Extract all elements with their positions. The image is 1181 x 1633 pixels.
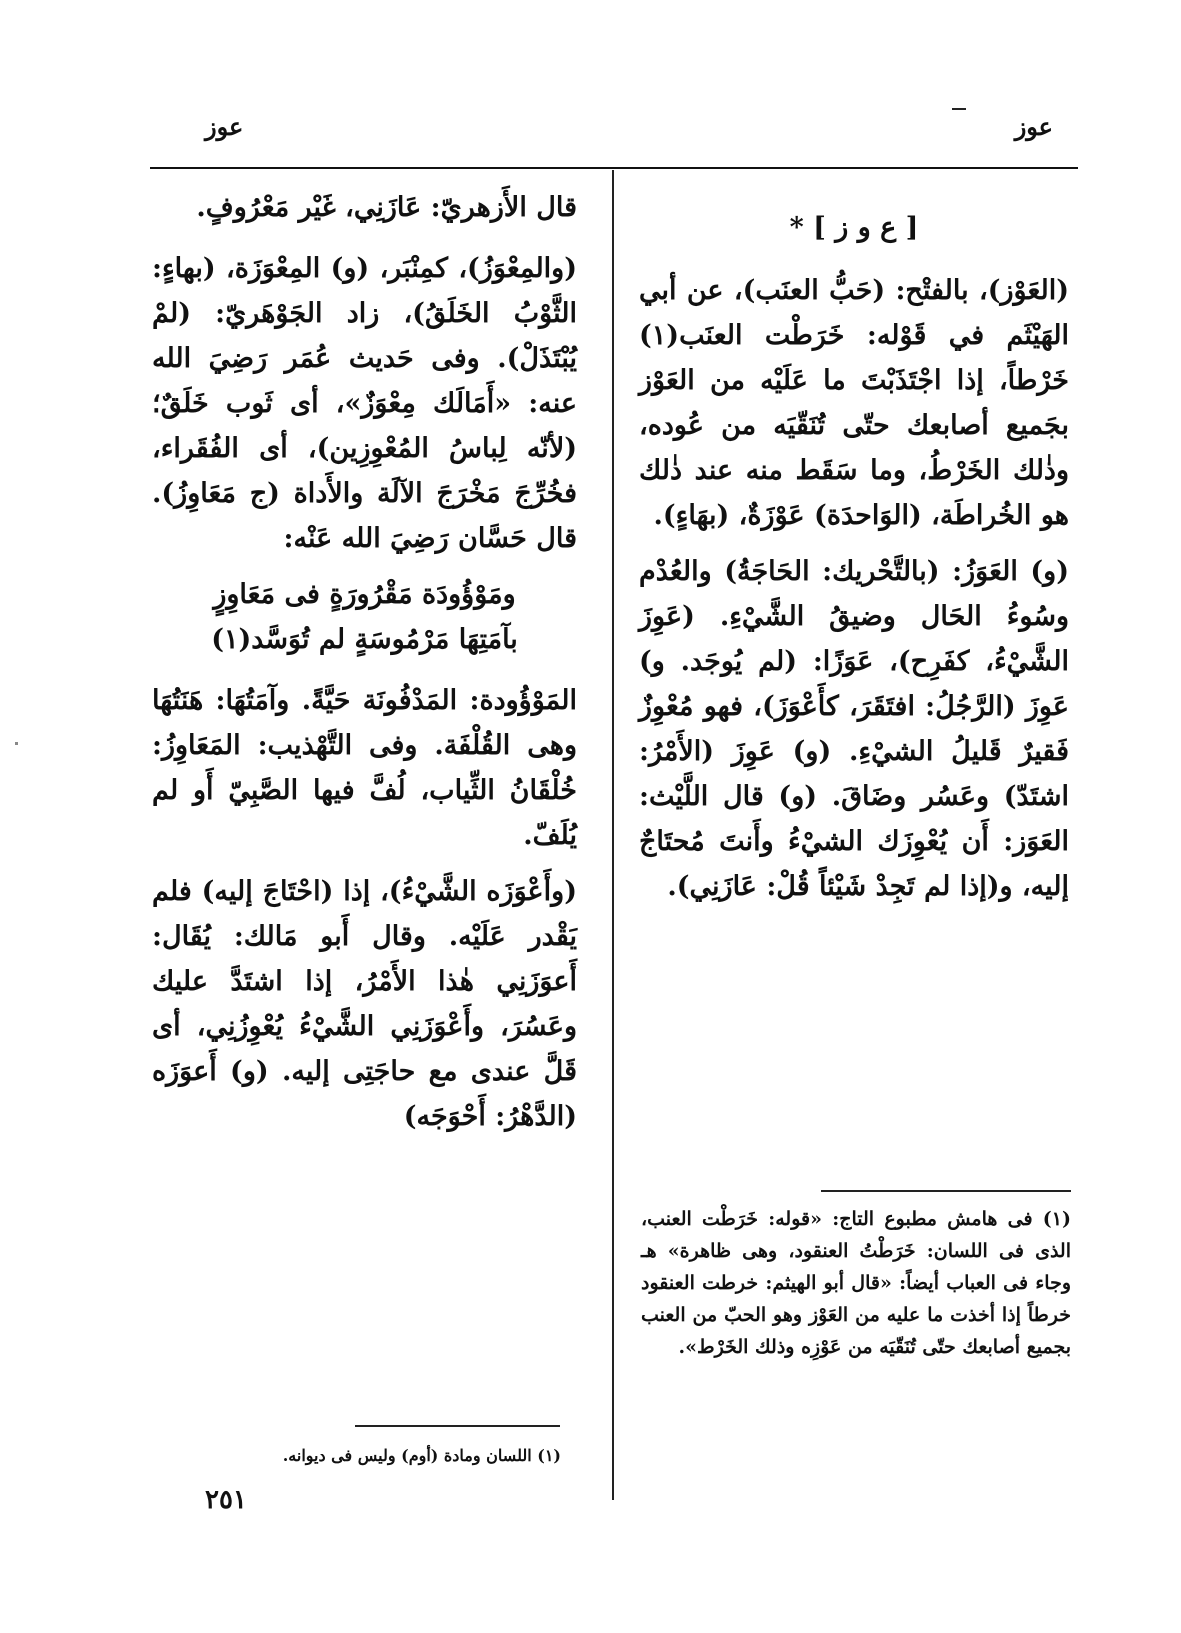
left-paragraph-1: (والمِعْوَزُ)، كمِنْبَر، (و) المِعْوَزَة، (بهاءٍ: الثَّوْبُ الخَلَقُ)، زاد الجَوْهَريّ: (لمْ يُبْتَذَلْ). وفى حَديث عُمَر رَضِيَ الله عنه: «أَمَالَك مِعْوَزٌ»، أى ثَوب خَلَقٌ؛ (لأنّه لِباسُ المُعْوِزِين)، أى الفُقَراء، فخُرِّجَ مَخْرَجَ الآلَة والأَداة (ج مَعَاوِزُ). قال حَسَّان رَضِيَ الله عَنْه: (152, 253, 577, 554)
verse-line-2: بآمَتِهَا مَرْمُوسَةٍ لم تُوَسَّد(١) (211, 624, 518, 655)
right-paragraph-2: (و) العَوَزُ: (بالتَّحْريك: الحَاجَةُ) والعُدْم وسُوءُ الحَال وضيقُ الشَّيْءِ. (عَوِزَ الشَّيْءُ، كفَرِح)، عَوَزًا: (لم يُوجَد. و) عَوِزَ (الرَّجُلُ: افتَقَرَ، كأَعْوَزَ)، فهو مُعْوِزٌ فَقيرٌ قَليلُ الشيْءِ. (و) عَوِزَ (الأَمْرُ: اشتَدّ) وعَسُر وضَاقَ. (و) قال اللَّيْث: العَوَز: أَن يُعْوِزَك الشيْءُ وأَنتَ مُحتَاجٌ إليه، و(إذا لم تَجِدْ شَيْئاً قُلْ: عَازَنِي). (639, 556, 1069, 902)
header-tick-mark (952, 108, 966, 110)
verse-block (152, 572, 577, 662)
right-paragraph-1: (العَوْز)، بالفتْح: (حَبُّ العنَب)، عن أبي الهَيْثَم في قَوْله: خَرَطْت العنَب(١) خَرْطاً، إذا اجْتَذَبْتَ ما عَلَيْه من العَوْز بجَميع أصابعك حتّى تُنَقّيَه من عُوده، وذٰلك الخَرْطُ، وما سَقَط منه عند ذٰلك هو الخُراطَة، (الوَاحدَة) عَوْزَةٌ، (بهَاءٍ). (639, 275, 1069, 531)
header-rule (150, 167, 1078, 169)
left-paragraph-3: (وأَعْوَزَه الشَّيْءُ)، إذا (احْتَاجَ إليه) فلم يَقْدر عَلَيْه. وقال أَبو مَالك: يُقَال: أَعوَزَنِي هٰذا الأَمْرُ، إذا اشتَدَّ عليك وعَسُرَ، وأَعْوَزَنِي الشَّيْءُ يُعْوِزُنِي، أى قَلَّ عندى مع حاجَتِى إليه. (و) أَعوَزَه (الدَّهْرُ: أَحْوَجَه) (152, 876, 577, 1132)
page-number: ٢٥١ (205, 1485, 247, 1515)
right-column (639, 205, 1069, 920)
footnote-rule-right (821, 1190, 1071, 1192)
left-lead-line: قال الأَزهريّ: عَازَنِي، غَيْر مَعْرُوفٍ. (196, 192, 577, 223)
column-divider (612, 170, 614, 1500)
left-paragraph-2: المَوْؤُودة: المَدْفُونَة حَيَّةً. وآمَتُهَا: هَنَتُهَا وهى القُلْفَة. وفى التَّهْذيب: المَعَاوِزُ: خُلْقَانُ الثِّياب، لُفَّ فيها الصَّبِيّ أَو لم يُلَفّ. (152, 685, 577, 851)
running-head-left: عوز (205, 112, 244, 141)
entry-heading: [ ع و ز ] * (789, 212, 919, 243)
running-head-right: عوز (1014, 112, 1053, 141)
verse-line-1: ومَوْؤُودَة مَقْرُورَةٍ فى مَعَاوِزٍ (213, 579, 516, 610)
footnote-rule-left (355, 1425, 560, 1427)
footnote-left: (١) اللسان ومادة (أوم) وليس فى ديوانه. (282, 1446, 561, 1465)
footnote-right: (١) فى هامش مطبوع التاج: «قوله: خَرَطْت العنب، الذى فى اللسان: خَرَطْتُ العنقود، وهى ظاهرة» هـ وجاء فى العباب أيضاً: «قال أبو الهيثم: خرطت العنقود خرطاً إذا أخذت ما عليه من العَوْز وهو الحبّ من العنب بجميع أصابعك حتّى تُنَقّيَه من عَوْزِه وذلك الخَرْط». (641, 1208, 1071, 1358)
scan-speck (15, 742, 18, 745)
left-column (152, 185, 577, 1150)
